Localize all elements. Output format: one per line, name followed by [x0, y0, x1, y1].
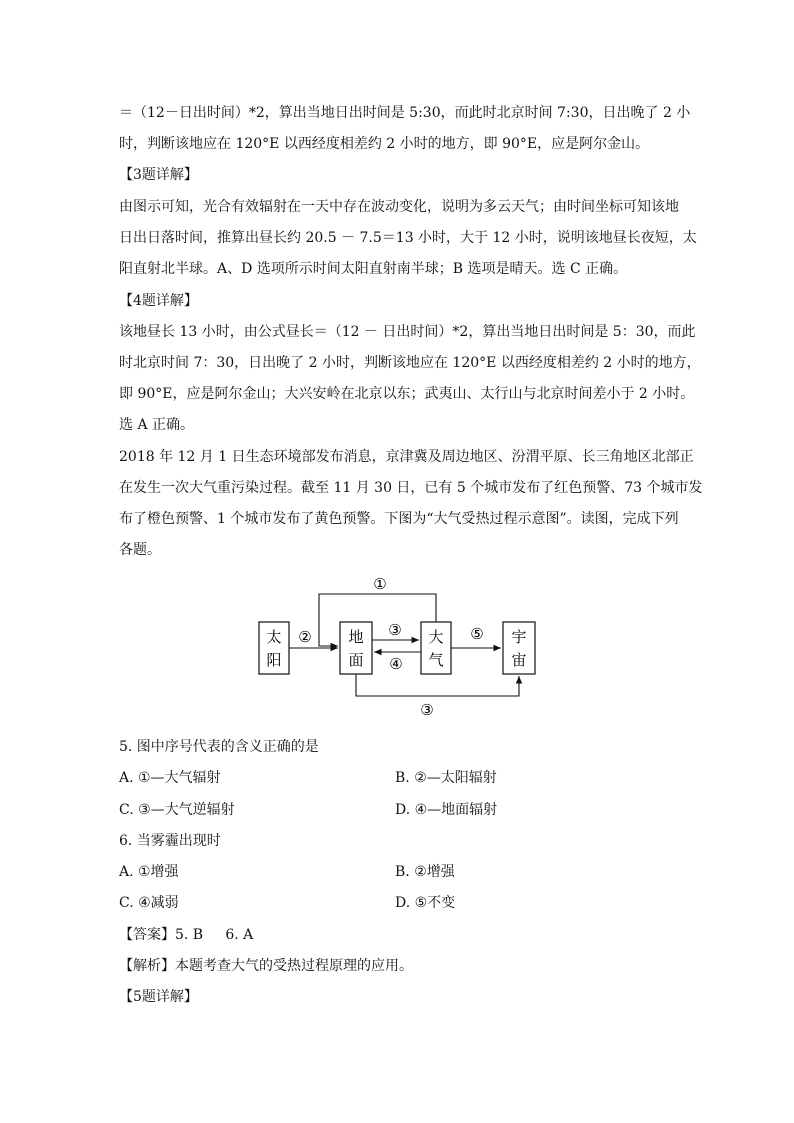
- text-line: 时北京时间 7：30，日出晚了 2 小时，判断该地应在 120°E 以西经度相差约 2 小时的地方，: [119, 355, 701, 371]
- q5-option-a: A. ①—大气辐射: [119, 770, 221, 786]
- label-1: ①: [373, 575, 387, 593]
- answer-line: 【答案】5. B 6. A: [119, 927, 254, 943]
- text-line: 该地昼长 13 小时，由公式昼长＝（12 － 日出时间）*2，算出当地日出时间是 5：30，而此: [119, 324, 696, 340]
- text-line: 布了橙色预警、1 个城市发布了黄色预警。下图为“大气受热过程示意图”。读图，完成下列: [119, 511, 679, 527]
- text-line: 时，判断该地应在 120°E 以西经度相差约 2 小时的地方，即 90°E，应是阿尔金山。: [119, 136, 650, 152]
- text-line: 即 90°E，应是阿尔金山；大兴安岭在北京以东；武夷山、太行山与北京时间差小于 2 小时。: [119, 386, 695, 402]
- text-line: 在发生一次大气重污染过程。截至 11 月 30 日，已有 5 个城市发布了红色预警、73 个城市发: [119, 480, 703, 496]
- q6-option-b: B. ②增强: [395, 864, 455, 880]
- text-line: 阳直射北半球。A、D 选项所示时间太阳直射南半球；B 选项是晴天。选 C 正确。: [119, 261, 628, 277]
- section-heading: 【4题详解】: [119, 293, 198, 309]
- atmosphere-label-1: 大: [428, 628, 444, 646]
- label-2: ②: [298, 628, 312, 646]
- question-6-stem: 6. 当雾霾出现时: [119, 833, 221, 849]
- space-label-1: 宇: [511, 628, 527, 646]
- label-3b: ③: [420, 701, 434, 719]
- q5-option-b: B. ②—太阳辐射: [395, 770, 497, 786]
- text-line: 2018 年 12 月 1 日生态环境部发布消息，京津冀及周边地区、汾渭平原、长三角地区北部正: [119, 449, 694, 465]
- q6-option-d: D. ⑤不变: [395, 895, 456, 911]
- analysis-line: 【解析】本题考查大气的受热过程原理的应用。: [119, 958, 413, 974]
- question-5-stem: 5. 图中序号代表的含义正确的是: [119, 739, 319, 755]
- ground-label-2: 面: [348, 651, 364, 669]
- q5-option-c: C. ③—大气逆辐射: [119, 802, 235, 818]
- label-5: ⑤: [470, 625, 484, 643]
- arrow-1: [319, 594, 436, 646]
- label-4: ④: [389, 655, 403, 673]
- text-line: 日出日落时间，推算出昼长约 20.5 － 7.5＝13 小时，大于 12 小时，说明该地昼长夜短，太: [119, 230, 697, 246]
- atmosphere-label-2: 气: [428, 651, 444, 669]
- text-line: 由图示可知，光合有效辐射在一天中存在波动变化，说明为多云天气；由时间坐标可知该地: [119, 199, 679, 215]
- section-heading: 【5题详解】: [119, 989, 198, 1005]
- sun-label-1: 太: [266, 628, 282, 646]
- q6-option-c: C. ④减弱: [119, 895, 179, 911]
- ground-label-1: 地: [348, 628, 364, 646]
- arrow-3b: [356, 674, 519, 696]
- q5-option-d: D. ④—地面辐射: [395, 802, 498, 818]
- text-line: ＝（12－日出时间）*2，算出当地日出时间是 5:30，而此时北京时间 7:30，日出晚了 2 小: [119, 105, 691, 121]
- sun-label-2: 阳: [266, 651, 282, 669]
- section-heading: 【3题详解】: [119, 167, 198, 183]
- space-label-2: 宙: [511, 651, 527, 669]
- q6-option-a: A. ①增强: [119, 864, 179, 880]
- atmosphere-heating-diagram: [255, 568, 545, 720]
- text-line: 选 A 正确。: [119, 417, 195, 433]
- label-3a: ③: [388, 621, 402, 639]
- text-line: 各题。: [119, 542, 161, 558]
